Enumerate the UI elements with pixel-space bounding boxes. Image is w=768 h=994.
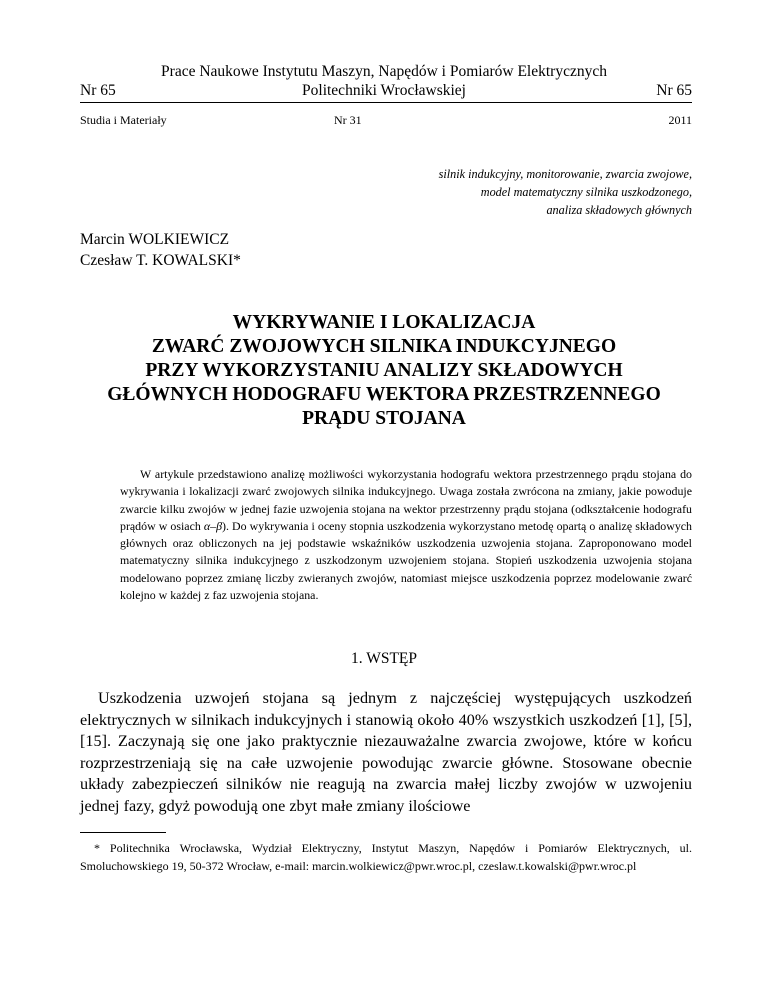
title-line: ZWARĆ ZWOJOWYCH SILNIKA INDUKCYJNEGO (151, 336, 617, 357)
journal-title-line2: Politechniki Wrocławskiej (302, 82, 466, 99)
abstract-text: W artykule przedstawiono analizę możliwości wykorzystania hodografu wektora przestrzennego prądu stojana do wykrywania i lokalizacji zwarć zwojowych silnika indukcyjnego. Uwaga została zwrócona na zmiany, jakie powoduje zwarcie kilku zwojów w jednej fazie uzwojenia stojana na wektor przestrzenny prądu stojana (odkształcenie hodografu prądów w osiach (120, 467, 692, 533)
keyword-line: analiza składowych głównych (546, 203, 692, 217)
volume-number-right: Nr 65 (656, 82, 692, 99)
header-rule (80, 102, 692, 103)
author-name: Marcin WOLKIEWICZ (80, 231, 230, 248)
title-line: PRZY WYKORZYSTANIU ANALIZY SKŁADOWYCH (145, 360, 623, 381)
paper-title (40, 311, 728, 431)
authors-block (80, 229, 241, 271)
keyword-line: silnik indukcyjny, monitorowanie, zwarcia zwojowe, (438, 167, 692, 181)
issue-number: Nr 31 (334, 113, 362, 127)
alpha-beta-symbol: α–β (203, 518, 223, 533)
journal-title-line1: Prace Naukowe Instytutu Maszyn, Napędów i Pomiarów Elektrycznych (161, 63, 607, 80)
year-label: 2011 (668, 113, 692, 127)
title-line: WYKRYWANIE I LOKALIZACJA (232, 312, 536, 333)
keywords-block (272, 165, 692, 219)
body-paragraph: Uszkodzenia uzwojeń stojana są jednym z najczęściej występujących uszkodzeń elektrycznych w silnikach indukcyjnych i stanowią około 40% wszystkich uszkodzeń [1], [5], [15]. Zaczynają się one jako praktycznie niezauważalne zwarcia zwojowe, które w końcu rozprzestrzeniają się na całe uzwojenie powodując zwarcie główne. Stosowane obecnie układy zabezpieczeń silników nie reagują na zwarcia małej liczby zwojów w uzwojeniu jednej fazy, gdyż powodują one zbyt małe zmiany ilościowe (80, 689, 692, 815)
title-line: GŁÓWNYCH HODOGRAFU WEKTORA PRZESTRZENNEGO (107, 384, 661, 405)
abstract (120, 466, 692, 604)
series-label: Studia i Materiały (80, 113, 167, 127)
section-heading: 1. WSTĘP (350, 650, 418, 667)
abstract-text-cont: ). Do wykrywania i oceny stopnia uszkodzenia wykorzystano metodę opartą o analizę składowych głównych oraz obliczonych na jej podstawie wskaźników uszkodzenia uzwojenia stojana. Zaproponowano model matematyczny silnika indukcyjnego z uszkodzonym uzwojeniem stojana. Stopień uszkodzenia uzwojenia stojana modelowano poprzez zmianę liczby zwieranych zwojów, natomiast miejsce uszkodzenia poprzez modelowanie zwarć kolejno w każdej z faz uzwojenia stojana. (120, 518, 692, 603)
author-name: Czesław T. KOWALSKI* (80, 252, 241, 269)
keyword-line: model matematyczny silnika uszkodzonego, (480, 185, 692, 199)
footnote-rule (80, 832, 166, 833)
footnote: * Politechnika Wrocławska, Wydział Elektryczny, Instytut Maszyn, Napędów i Pomiarów Elektrycznych, ul. Smoluchowskiego 19, 50-372 Wrocław, e-mail: marcin.wolkiewicz@pwr.wroc.pl, czeslaw.t.kowalski@pwr.wroc.pl (80, 841, 692, 873)
volume-number-left: Nr 65 (80, 82, 116, 99)
title-line: PRĄDU STOJANA (302, 408, 466, 429)
